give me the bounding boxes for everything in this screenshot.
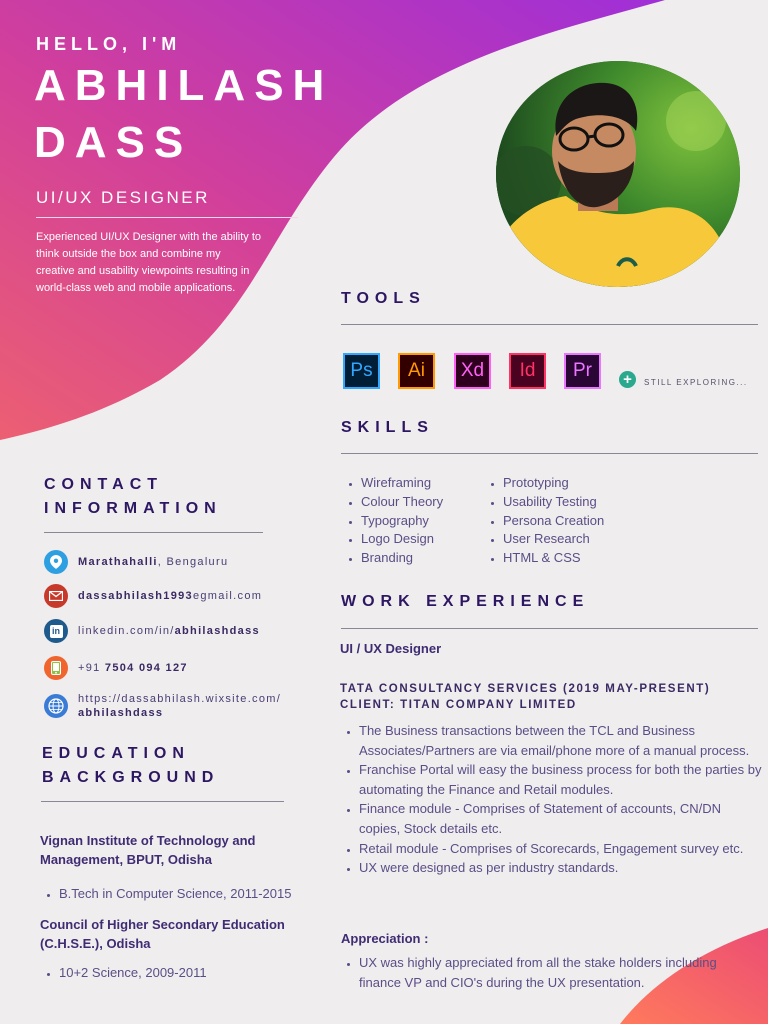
company-info [340, 681, 710, 713]
experience-bullet: • The Business transactions between the TCL and Business Associates/Partners are via email/phone more of a manual process. [359, 721, 764, 760]
globe-icon [44, 694, 68, 718]
contact-heading-line1: CONTACT [44, 476, 164, 493]
linkedin-handle: abhilashdass [174, 625, 260, 637]
experience-bullets [340, 721, 764, 878]
skill-item: • Colour Theory [361, 493, 443, 512]
email-user: dassabhilash1993 [78, 590, 193, 602]
skills-heading: SKILLS [341, 419, 434, 436]
website-path: abhilashdass [78, 707, 164, 719]
phone-icon [44, 656, 68, 680]
education-detail: • B.Tech in Computer Science, 2011-2015 [59, 884, 291, 904]
skill-item: • Branding [361, 549, 443, 568]
contact-heading-line2: INFORMATION [44, 500, 222, 517]
tools-heading: TOOLS [341, 290, 426, 307]
illustrator-icon: Ai [398, 353, 435, 389]
phone-prefix: +91 [78, 662, 105, 674]
last-name: DASS [34, 118, 193, 167]
indesign-icon: Id [509, 353, 546, 389]
education-heading-line1: EDUCATION [42, 745, 190, 762]
location-city: Marathahalli [78, 556, 158, 568]
still-exploring-label: STILL EXPLORING... [644, 378, 748, 387]
client-name: CLIENT: TITAN COMPANY LIMITED [340, 699, 577, 711]
tools-divider [341, 324, 758, 325]
education-institution-1: Vignan Institute of Technology and Management, BPUT, Odisha [40, 833, 256, 867]
education-divider [41, 801, 284, 802]
appreciation-item: • UX was highly appreciated from all the stake holders including finance VP and CIO's during the UX presentation. [359, 953, 729, 992]
skill-item: • HTML & CSS [503, 549, 604, 568]
first-name: ABHILASH [34, 61, 334, 110]
work-experience-heading: WORK EXPERIENCE [341, 593, 590, 610]
experience-bullet: • Finance module - Comprises of Statement of accounts, CN/DN copies, Stock details etc. [359, 799, 764, 838]
photoshop-icon: Ps [343, 353, 380, 389]
contact-divider [44, 532, 263, 533]
greeting: HELLO, I'M [36, 34, 182, 54]
profile-photo [496, 61, 740, 287]
location-region: , Bengaluru [157, 556, 229, 568]
plus-icon: + [619, 371, 636, 388]
skill-item: • Prototyping [503, 474, 604, 493]
education-details-1 [40, 884, 291, 904]
intro-text: Experienced UI/UX Designer with the ability to think outside the box and combine my creative and usability viewpoints resulting in world-class web and mobile applications. [36, 231, 261, 294]
contact-phone[interactable] [44, 656, 188, 680]
skill-item: • Wireframing [361, 474, 443, 493]
experience-bullet: • Franchise Portal will easy the business process for both the parties by automating the Finance and Retail modules. [359, 760, 764, 799]
premiere-icon: Pr [564, 353, 601, 389]
education-heading-line2: BACKGROUND [42, 769, 220, 786]
appreciation-title: Appreciation : [341, 931, 429, 946]
xd-icon: Xd [454, 353, 491, 389]
education-details-2 [40, 963, 207, 983]
work-experience-divider [341, 628, 758, 629]
title-divider [36, 217, 298, 218]
linkedin-prefix: linkedin.com/in/ [78, 625, 175, 637]
skill-item: • Typography [361, 512, 443, 531]
phone-number: 7504 094 127 [104, 662, 188, 674]
contact-linkedin[interactable] [44, 619, 260, 643]
contact-email[interactable] [44, 584, 262, 608]
contact-website[interactable] [44, 692, 281, 720]
skills-list-2 [484, 474, 604, 568]
website-prefix: https://dassabhilash.wixsite.com/ [78, 693, 282, 705]
appreciation-list [340, 953, 729, 992]
email-icon [44, 584, 68, 608]
email-domain: egmail.com [192, 590, 263, 602]
linkedin-icon: in [44, 619, 68, 643]
experience-bullet: • Retail module - Comprises of Scorecards, Engagement survey etc. [359, 839, 764, 859]
education-institution-2: Council of Higher Secondary Education (C.H.S.E.), Odisha [40, 917, 285, 951]
education-heading [42, 742, 219, 790]
skill-item: • Persona Creation [503, 512, 604, 531]
skills-divider [341, 453, 758, 454]
skills-list-1 [342, 474, 443, 568]
job-role: UI / UX Designer [340, 641, 442, 656]
education-detail: • 10+2 Science, 2009-2011 [59, 963, 207, 983]
experience-bullet: • UX were designed as per industry standards. [359, 858, 764, 878]
skill-item: • User Research [503, 530, 604, 549]
contact-heading [44, 473, 222, 521]
contact-location [44, 550, 228, 574]
skill-item: • Usability Testing [503, 493, 604, 512]
skill-item: • Logo Design [361, 530, 443, 549]
job-title: UI/UX DESIGNER [36, 188, 210, 207]
company-name: TATA CONSULTANCY SERVICES (2019 MAY-PRESENT) [340, 683, 711, 695]
location-pin-icon [44, 550, 68, 574]
